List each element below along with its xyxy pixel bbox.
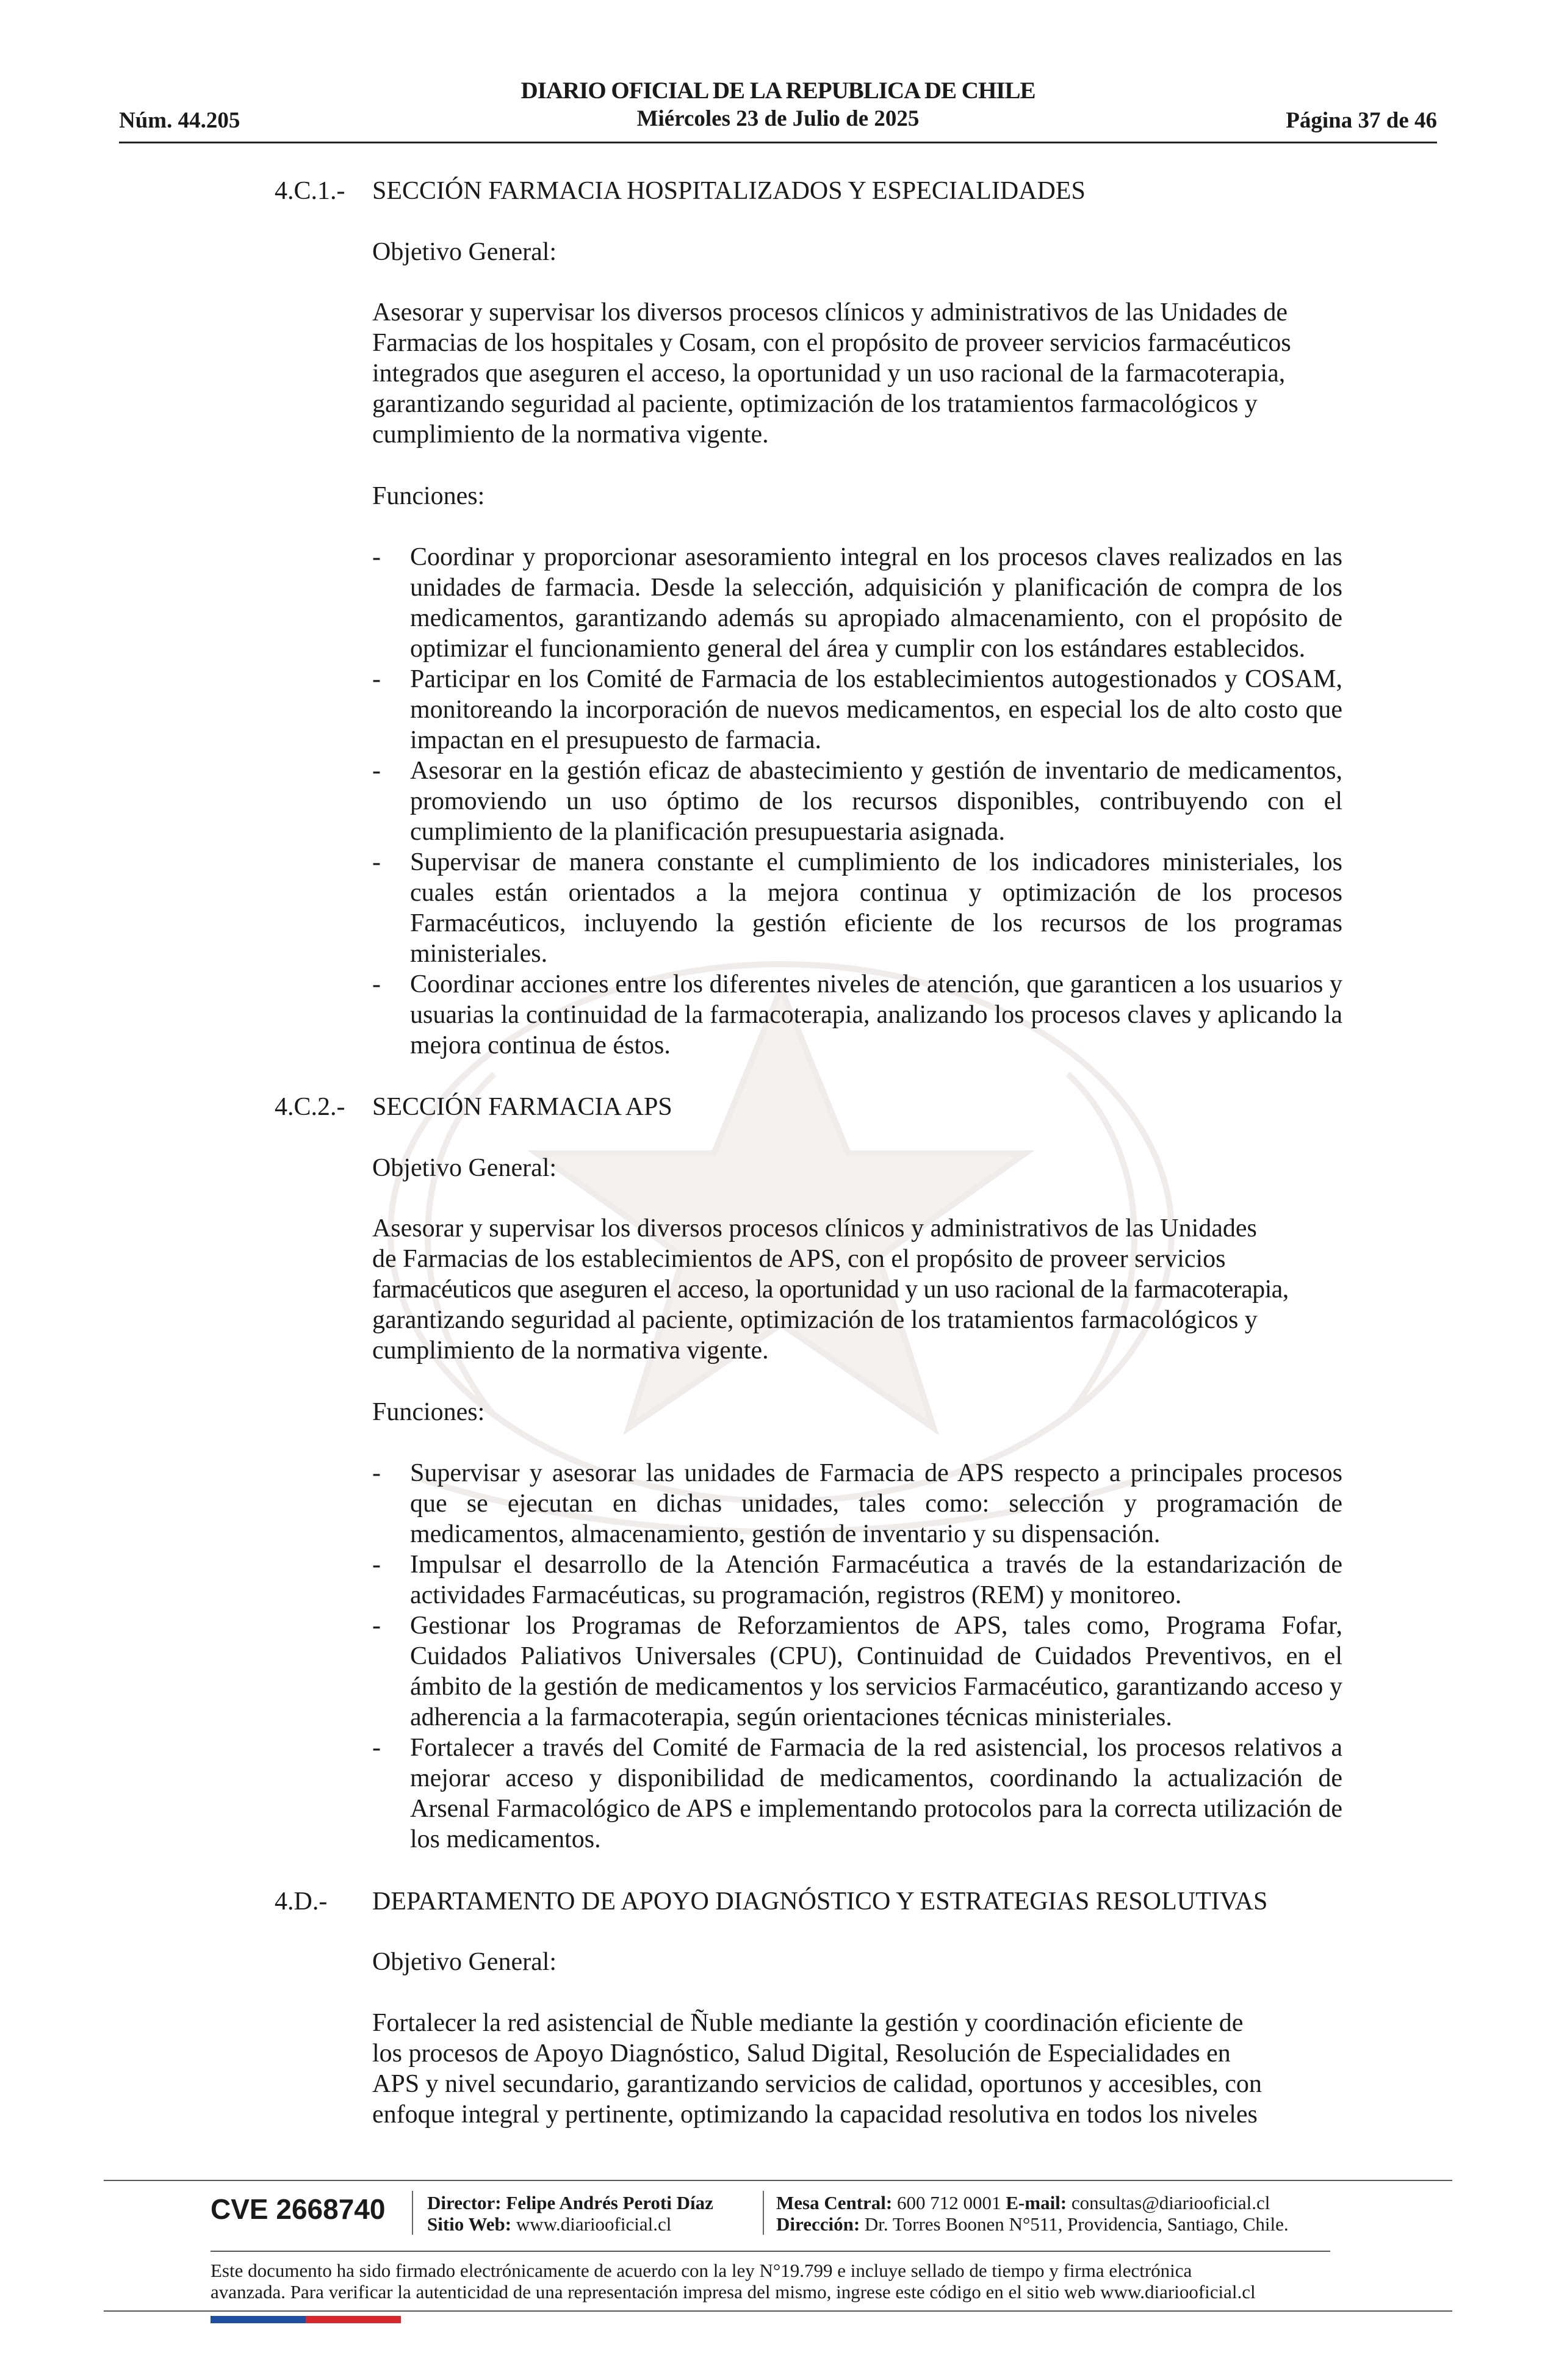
footer-director-block: Director: Felipe Andrés Peroti Díaz Sitio Web: www.diariooficial.cl bbox=[427, 2192, 713, 2235]
flag-stripe-blue bbox=[211, 2316, 306, 2323]
functions-list bbox=[372, 1458, 1342, 1855]
section-code: 4.C.2.- bbox=[275, 1093, 345, 1121]
objective-label: Objetivo General: bbox=[372, 1154, 557, 1182]
list-item: - Coordinar y proporcionar asesoramiento integral en los procesos claves realizados en las unidades de farmacia. Desde la selección, adquisición y planificación de compra de los medicamentos, garantizando además su apropiado almacenamiento, con el propósito de optimizar el funcionamiento general del área y cumplir con los estándares establecidos. bbox=[372, 543, 1342, 663]
cve-code: CVE 2668740 bbox=[211, 2193, 386, 2225]
objective-text: Fortalecer la red asistencial de Ñuble mediante la gestión y coordinación eficiente de los procesos de Apoyo Diagnóstico, Salud Digital, Resolución de Especialidades en APS y nivel secundario, garantizando servicios de calidad, oportunos y accesibles, con enfoque integral y pertinente, optimizando la capacidad resolutiva en todos los niveles bbox=[372, 2009, 1262, 2129]
page-number: Página 37 de 46 bbox=[1286, 108, 1437, 133]
list-item: - Gestionar los Programas de Reforzamientos de APS, tales como, Programa Fofar, Cuidados Paliativos Universales (CPU), Continuidad de Cuidados Preventivos, en el ámbito de la gestión de medicamentos y los servicios Farmacéutico, garantizando acceso y adherencia a la farmacoterapia, según orientaciones técnicas ministeriales. bbox=[372, 1612, 1342, 1731]
objective-text: Asesorar y supervisar los diversos procesos clínicos y administrativos de las Unidades de Farmacias de los hospitales y Cosam, con el propósito de proveer servicios farmacéuticos integrados que aseguren el acceso, la oportunidad y un uso racional de la farmacoterapia, garantizando seguridad al paciente, optimización de los tratamientos farmacológicos y cumplimiento de la normativa vigente. bbox=[372, 298, 1291, 449]
section-code: 4.D.- bbox=[275, 1888, 328, 1916]
footer-divider bbox=[211, 2251, 1330, 2252]
functions-label: Funciones: bbox=[372, 482, 485, 510]
director-name: Felipe Andrés Peroti Díaz bbox=[506, 2192, 713, 2213]
issue-number: Núm. 44.205 bbox=[119, 108, 240, 133]
footer-divider bbox=[104, 2310, 1452, 2312]
flag-stripe bbox=[211, 2316, 401, 2323]
phone-number: 600 712 0001 bbox=[897, 2192, 1001, 2213]
footer-separator bbox=[763, 2191, 764, 2235]
footer-separator bbox=[412, 2191, 413, 2235]
list-item: - Supervisar y asesorar las unidades de Farmacia de APS respecto a principales procesos que se ejecutan en dichas unidades, tales como: selección y programación de medicamentos, almacenamiento, gestión de inventario y su dispensación. bbox=[372, 1459, 1342, 1548]
objective-label: Objetivo General: bbox=[372, 238, 557, 266]
section-title: SECCIÓN FARMACIA APS bbox=[372, 1093, 672, 1121]
list-item: - Fortalecer a través del Comité de Farmacia de la red asistencial, los procesos relativos a mejorar acceso y disponibilidad de medicamentos, coordinando la actualización de Arsenal Farmacológico de APS e implementando protocolos para la correcta utilización de los medicamentos. bbox=[372, 1734, 1342, 1853]
objective-label: Objetivo General: bbox=[372, 1948, 557, 1976]
list-item: - Asesorar en la gestión eficaz de abastecimiento y gestión de inventario de medicamentos, promoviendo un uso óptimo de los recursos disponibles, contribuyendo con el cumplimiento de la planificación presupuestaria asignada. bbox=[372, 757, 1342, 846]
address: Dr. Torres Boonen N°511, Providencia, Santiago, Chile. bbox=[864, 2213, 1289, 2235]
functions-list bbox=[372, 542, 1342, 1061]
section-title: SECCIÓN FARMACIA HOSPITALIZADOS Y ESPECIALIDADES bbox=[372, 177, 1086, 205]
legal-notice: Este documento ha sido firmado electrónicamente de acuerdo con la ley N°19.799 e incluye sellado de tiempo y firma electrónica avanzada. Para verificar la autenticidad de una representación impresa del mismo, ingrese este código en el sitio web www.diariooficial.cl bbox=[211, 2260, 1256, 2302]
website-link[interactable]: www.diariooficial.cl bbox=[516, 2213, 672, 2235]
footer-contact-block: Mesa Central: 600 712 0001 E-mail: consultas@diariooficial.cl Dirección: Dr. Torres Boonen N°511, Providencia, Santiago, Chile. bbox=[776, 2192, 1289, 2235]
list-item: - Coordinar acciones entre los diferentes niveles de atención, que garanticen a los usuarios y usuarias la continuidad de la farmacoterapia, analizando los procesos claves y aplicando la mejora continua de éstos. bbox=[372, 970, 1342, 1059]
footer-divider bbox=[104, 2180, 1452, 2181]
functions-label: Funciones: bbox=[372, 1398, 485, 1426]
list-item: - Participar en los Comité de Farmacia de los establecimientos autogestionados y COSAM, monitoreando la incorporación de nuevos medicamentos, en especial los de alto costo que impactan en el presupuesto de farmacia. bbox=[372, 665, 1342, 754]
section-code: 4.C.1.- bbox=[275, 177, 345, 205]
flag-stripe-red bbox=[306, 2316, 401, 2323]
objective-text: Asesorar y supervisar los diversos procesos clínicos y administrativos de las Unidades de Farmacias de los establecimientos de APS, con el propósito de proveer servicios farmacéuticos que aseguren el acceso, la oportunidad y un uso racional de la farmacoterapia, garantizando seguridad al paciente, optimización de los tratamientos farmacológicos y cumplimiento de la normativa vigente. bbox=[372, 1214, 1289, 1365]
email-link[interactable]: consultas@diariooficial.cl bbox=[1071, 2192, 1270, 2213]
section-title: DEPARTAMENTO DE APOYO DIAGNÓSTICO Y ESTRATEGIAS RESOLUTIVAS bbox=[372, 1888, 1268, 1916]
publication-date: Miércoles 23 de Julio de 2025 bbox=[636, 106, 920, 131]
list-item: - Impulsar el desarrollo de la Atención Farmacéutica a través de la estandarización de actividades Farmacéuticas, su programación, registros (REM) y monitoreo. bbox=[372, 1551, 1342, 1609]
list-item: - Supervisar de manera constante el cumplimiento de los indicadores ministeriales, los cuales están orientados a la mejora continua y optimización de los procesos Farmacéuticos, incluyendo la gestión eficiente de los recursos de los programas ministeriales. bbox=[372, 848, 1342, 968]
publication-title: DIARIO OFICIAL DE LA REPUBLICA DE CHILE bbox=[520, 78, 1036, 104]
